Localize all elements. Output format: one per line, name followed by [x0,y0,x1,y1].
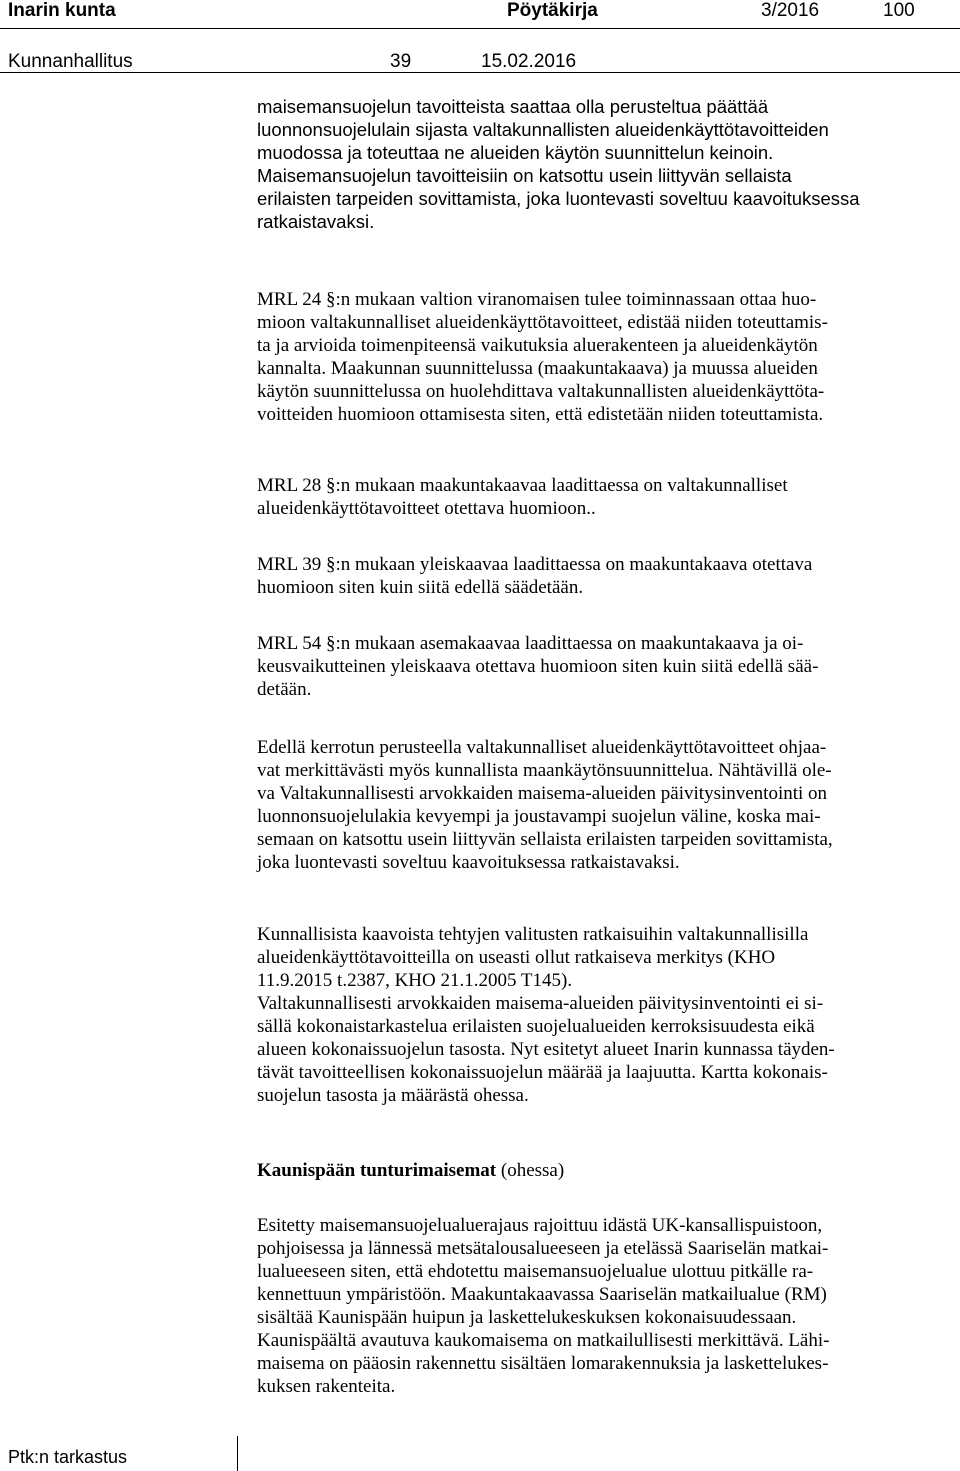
margin-rule [237,1436,238,1471]
paragraph-landscape-intro [257,95,951,233]
paragraph-mrl-28 [257,474,951,520]
text-line: voitteiden huomioon ottamisesta siten, että edistetään niiden toteuttamista. [257,404,824,425]
text-line: MRL 54 §:n mukaan asemakaavaa laadittaessa on maakuntakaava ja oi- [257,633,804,654]
document-type: Pöytäkirja [507,0,598,21]
text-line: vat merkittävästi myös kunnallista maankäytönsuunnittelua. Nähtävillä ole- [257,760,832,781]
paragraph-kaunispaa [257,1214,951,1398]
text-line: MRL 39 §:n mukaan yleiskaavaa laadittaessa on maakuntakaava otettava [257,554,813,575]
text-line: keusvaikutteinen yleiskaava otettava huomioon siten kuin siitä edellä sää- [257,656,819,677]
text-line: ta ja arvioida toimenpiteensä vaikutuksia aluerakenteen ja alueidenkäytön [257,335,818,356]
text-line: suojelun tasosta ja määrästä ohessa. [257,1085,529,1106]
text-line: alueen kokonaissuojelun tasosta. Nyt esitetyt alueet Inarin kunnassa täyden- [257,1039,835,1060]
text-line: käytön suunnittelussa on huolehdittava valtakunnallisten alueidenkäyttöta- [257,381,825,402]
heading-note: (ohessa) [496,1160,565,1181]
text-line: erilaisten tarpeiden sovittamista, joka luontevasti soveltuu kaavoituksessa [257,188,860,209]
minutes-check-label: Ptk:n tarkastus [8,1447,128,1467]
text-line: maisemansuojelun tavoitteista saattaa olla perusteltua päättää [257,96,769,117]
heading-line [257,1159,951,1182]
text-line: muodossa ja toteuttaa ne alueiden käytön suunnittelun keinoin. [257,142,774,163]
section-heading [257,1159,951,1182]
paragraph-mrl-39 [257,553,951,599]
text-line: Kunnallisista kaavoista tehtyjen valitusten ratkaisuihin valtakunnallisilla [257,924,809,945]
heading-title: Kaunispään tunturimaisemat [257,1160,497,1181]
text-line: Esitetty maisemansuojelualuerajaus rajoittuu idästä UK-kansallispuistoon, [257,1215,823,1236]
governing-body: Kunnanhallitus [8,51,133,72]
text-line: MRL 28 §:n mukaan maakuntakaavaa laadittaessa on valtakunnalliset [257,475,788,496]
text-line: tävät tavoitteellisen kokonaissuojelun määrää ja laajuutta. Kartta kokonais- [257,1062,828,1083]
text-line: Maisemansuojelun tavoitteisiin on katsottu usein liittyvän sellaista [257,165,792,186]
text-line: 11.9.2015 t.2387, KHO 21.1.2005 T145). [257,970,573,991]
page-number: 100 [883,0,915,21]
text-line: MRL 24 §:n mukaan valtion viranomaisen tulee toiminnassaan ottaa huo- [257,289,817,310]
text-line: Valtakunnallisesti arvokkaiden maisema-alueiden päivitysinventointi ei si- [257,993,824,1014]
text-line: pohjoisessa ja lännessä metsätalousalueeseen ja etelässä Saariselän matkai- [257,1238,829,1259]
text-line: sällä kokonaistarkastelua erilaisten suojelualueiden kerroksisuudesta eikä [257,1016,815,1037]
text-line: maisema on pääosin rakennettu sisältäen lomarakennuksia ja laskettelukes- [257,1353,829,1374]
header-rule-bottom [0,72,960,73]
section-number: 39 [390,51,412,72]
text-line: semaan on katsottu usein liittyvän sellaista erilaisten tarpeiden sovittamista, [257,829,833,850]
text-line: lualueeseen siten, että ehdotettu maisemansuojelualue ulottuu pitkälle ra- [257,1261,814,1282]
text-line: ratkaistavaksi. [257,211,375,232]
text-line: detään. [257,679,312,700]
text-line: Edellä kerrotun perusteella valtakunnalliset alueidenkäyttötavoitteet ohjaa- [257,737,827,758]
paragraph-mrl-24 [257,288,951,426]
paragraph-court-decisions [257,923,951,1107]
paragraph-conclusion [257,736,951,874]
text-line: va Valtakunnallisesti arvokkaiden maisema-alueiden päivitysinventointi on [257,783,828,804]
text-line: kannalta. Maakunnan suunnittelussa (maakuntakaava) ja muussa alueiden [257,358,818,379]
text-line: alueidenkäyttötavoitteet otettava huomioon.. [257,498,596,519]
header-rule-top [0,28,960,29]
text-line: kuksen rakenteita. [257,1376,396,1397]
text-line: luonnonsuojelulakia kevyempi ja joustavampi suojelun väline, koska mai- [257,806,821,827]
text-line: huomioon siten kuin siitä edellä säädetään. [257,577,584,598]
text-line: alueidenkäyttötavoitteilla on useasti ollut ratkaiseva merkitys (KHO [257,947,776,968]
municipality-name: Inarin kunta [8,0,116,21]
meeting-date: 15.02.2016 [481,51,577,72]
text-line: luonnonsuojelulain sijasta valtakunnallisten alueidenkäyttötavoitteiden [257,119,829,140]
issue-number: 3/2016 [761,0,820,21]
text-line: mioon valtakunnalliset alueidenkäyttötavoitteet, edistää niiden toteuttamis- [257,312,828,333]
paragraph-mrl-54 [257,632,951,701]
text-line: Kaunispäältä avautuva kaukomaisema on matkailullisesti merkittävä. Lähi- [257,1330,830,1351]
text-line: joka luontevasti soveltuu kaavoituksessa ratkaistavaksi. [257,852,680,873]
text-line: kennettuun ympäristöön. Maakuntakaavassa Saariselän matkailualue (RM) [257,1284,827,1305]
text-line: sisältää Kaunispään huipun ja laskettelukeskuksen kokonaisuudessaan. [257,1307,797,1328]
